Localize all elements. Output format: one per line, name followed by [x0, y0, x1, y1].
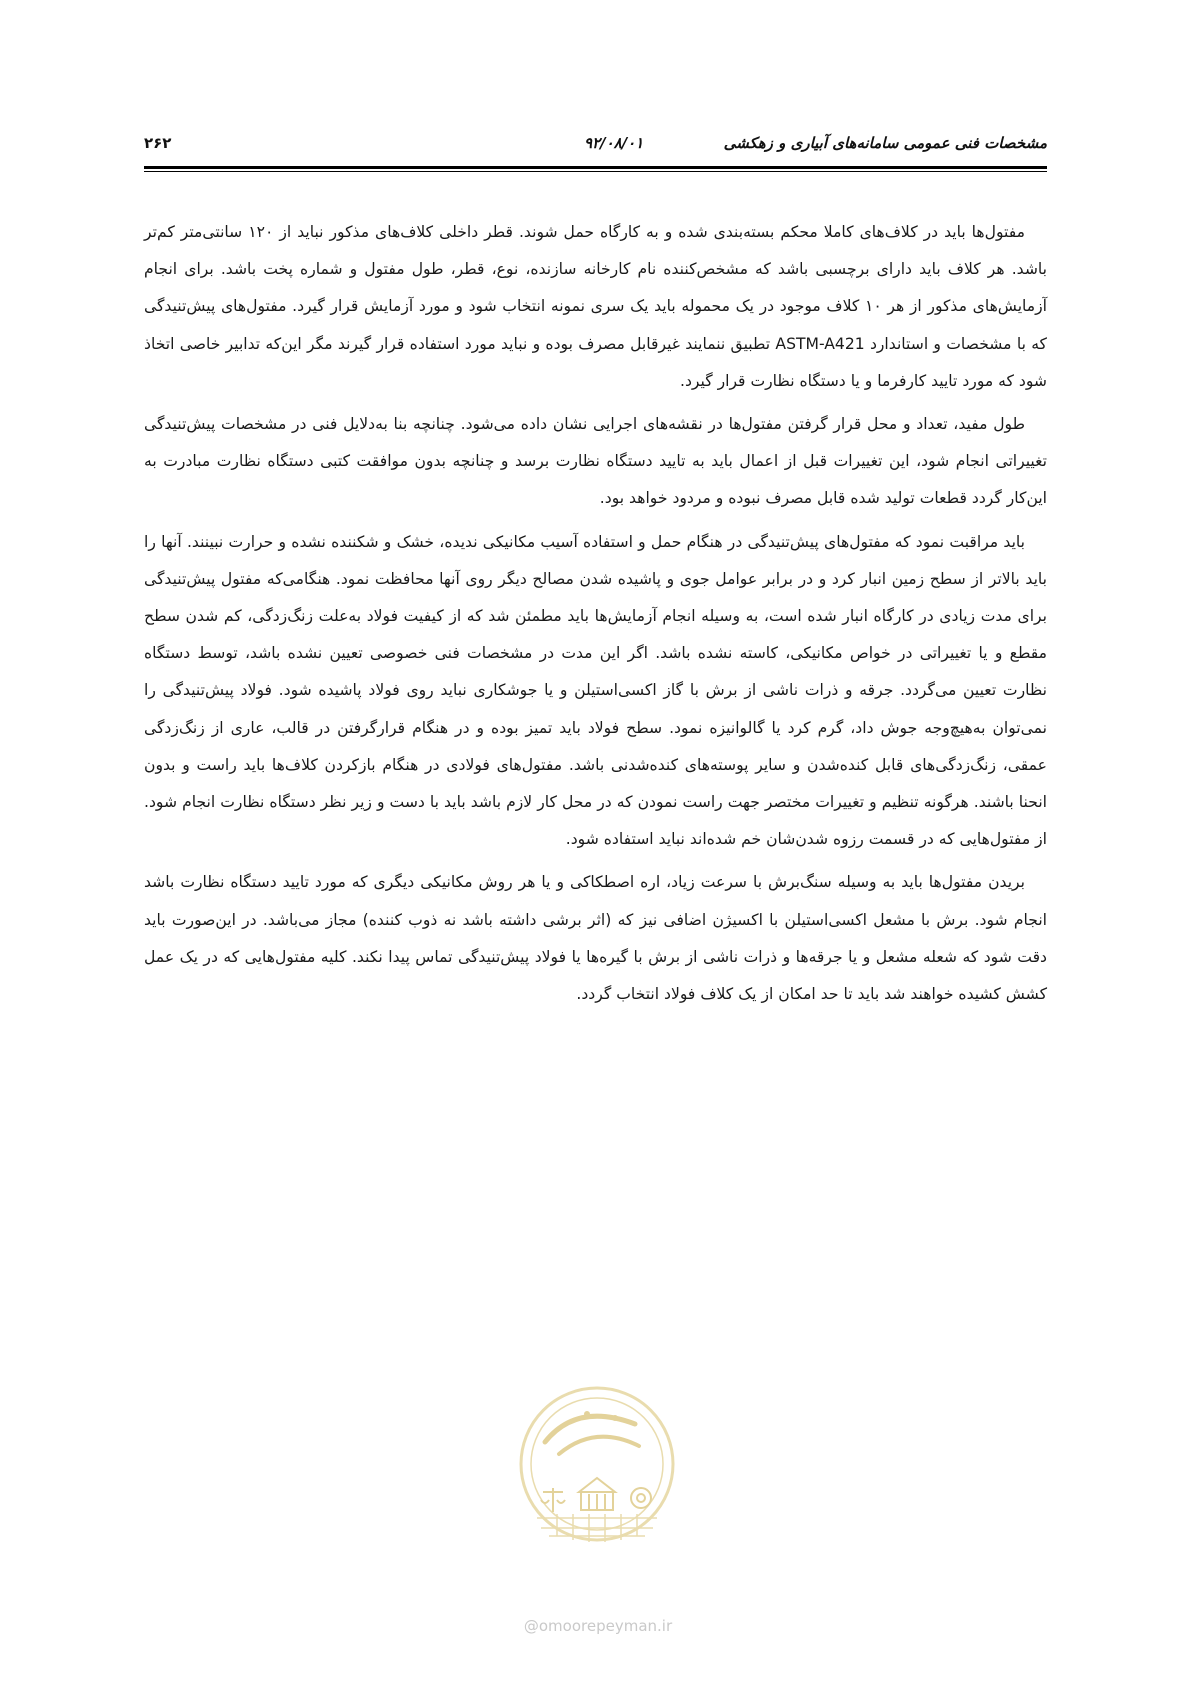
header-date: ۹۲/۰۸/۰۱ [584, 134, 644, 152]
page-number: ۲۶۲ [144, 134, 172, 152]
seal-building-icon [579, 1478, 615, 1510]
paragraph: بریدن مفتول‌ها باید به وسیله سنگ‌برش با سرعت زیاد، اره اصطکاکی و یا هر روش مکانیکی دیگری که مورد تایید دستگاه نظارت باشد انجام شود. برش با مشعل اکسی‌استیلن با اکسیژن اضافی نیز که (اثر برشی داشته باشد نه ذوب کننده) مجاز می‌باشد. در این‌صورت باید دقت شود که شعله مشعل و یا جرقه‌ها و ذرات ناشی از برش با گیره‌ها یا فولاد پیش‌تنیدگی تماس پیدا نکند. کلیه مفتول‌هایی که در یک عمل کشش کشیده خواهند شد باید تا حد امکان از یک کلاف فولاد انتخاب گردد. [144, 873, 1047, 1004]
paragraph: طول مفید، تعداد و محل قرار گرفتن مفتول‌ها در نقشه‌های اجرایی نشان داده می‌شود. چنانچه بنا به‌دلایل فنی در مشخصات پیش‌تنیدگی تغییراتی انجام شود، این تغییرات قبل از اعمال باید به تایید دستگاه نظارت برسد و چنانچه بدون موافقت کتبی دستگاه نظارت مبادرت به این‌کار گردد قطعات تولید شده قابل مصرف نبوده و مردود خواهد بود. [144, 415, 1047, 508]
header-title: مشخصات فنی عمومی سامانه‌های آبیاری و زهکشی [723, 134, 1047, 152]
seal-caption: @omoorepeyman.ir [523, 1617, 673, 1635]
seal-gear-icon [631, 1488, 651, 1508]
seal-grid [537, 1514, 657, 1542]
running-header [144, 128, 1047, 164]
seal-scales-icon [541, 1488, 565, 1512]
paragraph: مفتول‌ها باید در کلاف‌های کاملا محکم بسته‌بندی شده و به کارگاه حمل شوند. قطر داخلی کلاف‌های مذکور نباید از ۱۲۰ سانتی‌متر کم‌تر باشد. هر کلاف باید دارای برچسبی باشد که مشخص‌کننده نام کارخانه سازنده، نوع، قطر، طول مفتول و شماره پخت باشد. برای انجام آزمایش‌های مذکور از هر ۱۰ کلاف موجود در یک محموله باید یک سری نمونه انتخاب شود و مورد آزمایش قرار گیرد. مفتول‌های پیش‌تنیدگی که با مشخصات و استاندارد ASTM-A421 تطبیق ننمایند غیرقابل مصرف بوده و نباید مورد استفاده قرار گیرند مگر این‌که تدابیر خاصی اتخاذ شود که مورد تایید کارفرما و یا دستگاه نظارت قرار گیرد. [144, 223, 1047, 390]
paragraph: باید مراقبت نمود که مفتول‌های پیش‌تنیدگی در هنگام حمل و استفاده آسیب مکانیکی ندیده، خشک و شکننده نشده و حرارت نبینند. آنها را باید بالاتر از سطح زمین انبار کرد و در برابر عوامل جوی و پاشیده شدن مصالح دیگر روی آنها محافظت نمود. هنگامی‌که مفتول پیش‌تنیدگی برای مدت زیادی در کارگاه انبار شده است، به وسیله انجام آزمایش‌ها باید مطمئن شد که از کیفیت فولاد به‌علت زنگ‌زدگی، کم شدن سطح مقطع و یا تغییراتی در خواص مکانیکی، کاسته نشده باشد. اگر این مدت در مشخصات فنی خصوصی تعیین نشده باشد، توسط دستگاه نظارت تعیین می‌گردد. جرقه و ذرات ناشی از برش با گاز اکسی‌استیلن و یا جوشکاری نباید روی فولاد پاشیده شود. فولاد پیش‌تنیدگی را نمی‌توان به‌هیچ‌وجه جوش داد، گرم کرد یا گالوانیزه نمود. سطح فولاد باید تمیز بوده و در هنگام قرارگرفتن در قالب، عاری از زنگ‌زدگی عمقی، زنگ‌زدگی‌های قابل کنده‌شدن و سایر پوسته‌های کنده‌شدنی باشد. مفتول‌های فولادی در هنگام بازکردن کلاف‌ها باید راست و بدون انحنا باشند. هرگونه تنظیم و تغییرات مختصر جهت راست نمودن که در محل کار لازم باشد باید با دست و زیر نظر دستگاه نظارت انجام شود. از مفتول‌هایی که در قسمت رزوه شدن‌شان خم شده‌اند نباید استفاده شود. [144, 532, 1047, 849]
seal-lettering [545, 1411, 639, 1454]
header-rule-thin [144, 171, 1047, 172]
watermark-seal-logo [517, 1384, 677, 1596]
header-rule-thick [144, 166, 1047, 169]
body-text [144, 214, 1047, 1019]
